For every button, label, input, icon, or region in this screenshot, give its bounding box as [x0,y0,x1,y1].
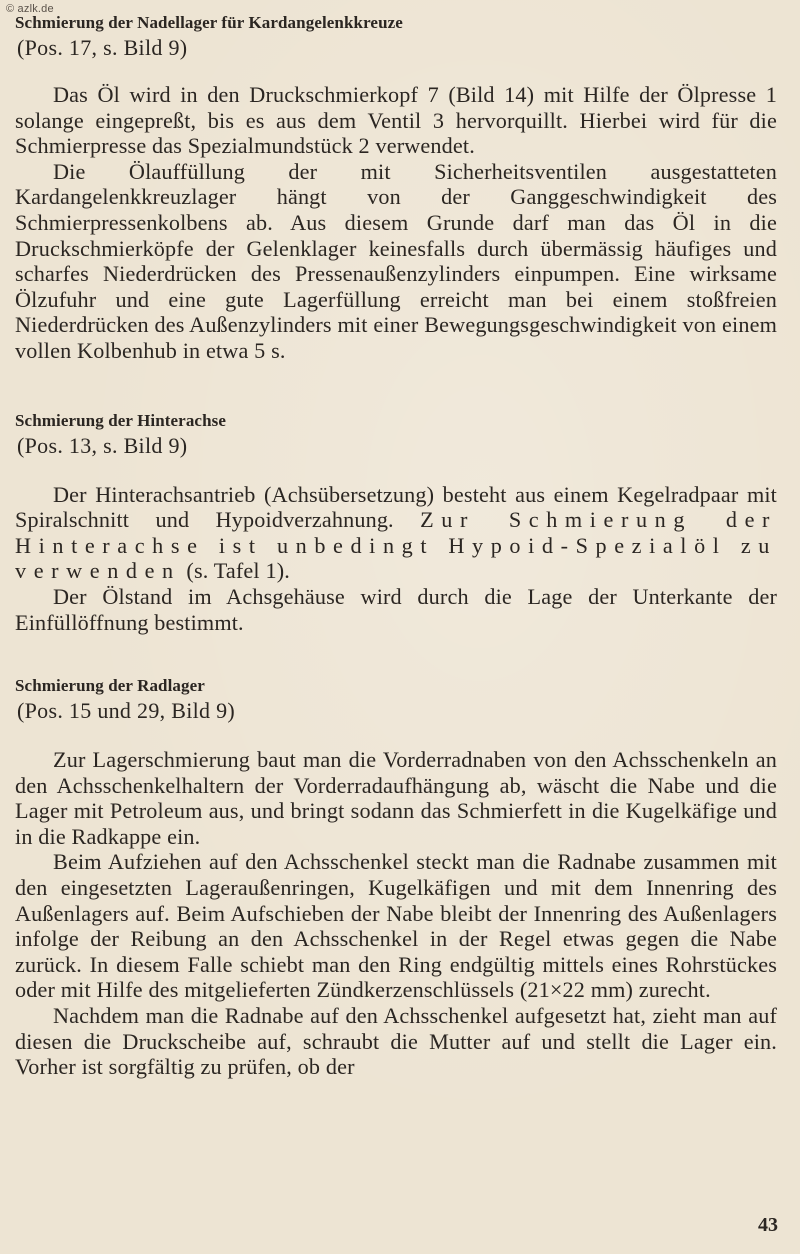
section-hinterachse [15,410,777,636]
page-content [15,12,777,1080]
paragraph: Das Öl wird in den Druckschmierkopf 7 (Bild 14) mit Hilfe der Ölpresse 1 solange eingepreßt, bis es aus dem Ventil 3 hervorquillt. Hierbei wird für die Schmierpresse das Spezialmundstück 2 verwendet. [15,82,777,159]
paragraph: Zur Lagerschmierung baut man die Vorderradnaben von den Achsschenkeln an den Achsschenkelhaltern der Vorderradaufhängung ab, wäscht die Nabe und die Lager mit Petroleum aus, und bringt sodann das Schmierfett in die Kugelkäfige und in die Radkappe ein. [15,747,777,849]
paragraph-text: (s. Tafel 1). [180,558,290,584]
paragraph: Nachdem man die Radnabe auf den Achsschenkel aufgesetzt hat, zieht man auf diesen die Druckscheibe auf, schraubt die Mutter auf und stellt die Lager ein. Vorher ist sorgfältig zu prüfen, ob der [15,1003,777,1080]
section-nadellager [15,12,777,364]
section-heading: Schmierung der Radlager [15,676,205,696]
section-subheading: (Pos. 15 und 29, Bild 9) [17,698,236,724]
section-heading: Schmierung der Nadellager für Kardangelenkkreuze [15,13,403,32]
section-subheading: (Pos. 13, s. Bild 9) [17,432,188,458]
paragraph-text: Der Hinterachsantrieb (Achsübersetzung) besteht aus einem Kegelradpaar mit Spiralschnitt und Hypoidverzahnung. [15,481,777,533]
section-radlager [15,675,777,1080]
emphasized-text: Zur Schmierung der Hinterachse ist unbedingt Hypoid-Spezialöl zu verwenden [15,507,778,584]
paragraph: Der Ölstand im Achsgehäuse wird durch die Lage der Unterkante der Einfüllöffnung bestimmt. [15,583,777,635]
paragraph: Beim Aufziehen auf den Achsschenkel steckt man die Radnabe zusammen mit den eingesetzten Lageraußenringen, Kugelkäfigen und mit dem Innenring des Außenlagers auf. Beim Aufschieben der Nabe bleibt der Innenring des Außenlagers infolge der Reibung an den Achsschenkel in der Regel etwas gegen die Nabe zurück. In diesem Falle schiebt man den Ring endgültig mittels eines Rohrstückes oder mit Hilfe des mitgelieferten Zündkerzenschlüssels (21×22 mm) zurecht. [15,849,777,1003]
section-subheading: (Pos. 17, s. Bild 9) [17,35,188,60]
section-heading: Schmierung der Hinterachse [15,410,226,430]
paragraph: Die Ölauffüllung der mit Sicherheitsventilen ausgestatteten Kardangelenkkreuzlager hängt von der Ganggeschwindigkeit des Schmierpressenkolbens ab. Aus diesem Grunde darf man das Öl in die Druckschmierköpfe der Gelenklager keinesfalls durch übermässig häufiges und scharfes Niederdrücken des Pressenaußenzylinders einpumpen. Eine wirksame Ölzufuhr und eine gute Lagerfüllung erreicht man bei einem stoßfreien Niederdrücken des Außenzylinders mit einer Bewegungsgeschwindigkeit von einem vollen Kolbenhub in etwa 5 s. [15,158,777,363]
page-number: 43 [758,1214,778,1236]
watermark: © azlk.de [6,3,54,15]
paragraph [15,482,777,584]
